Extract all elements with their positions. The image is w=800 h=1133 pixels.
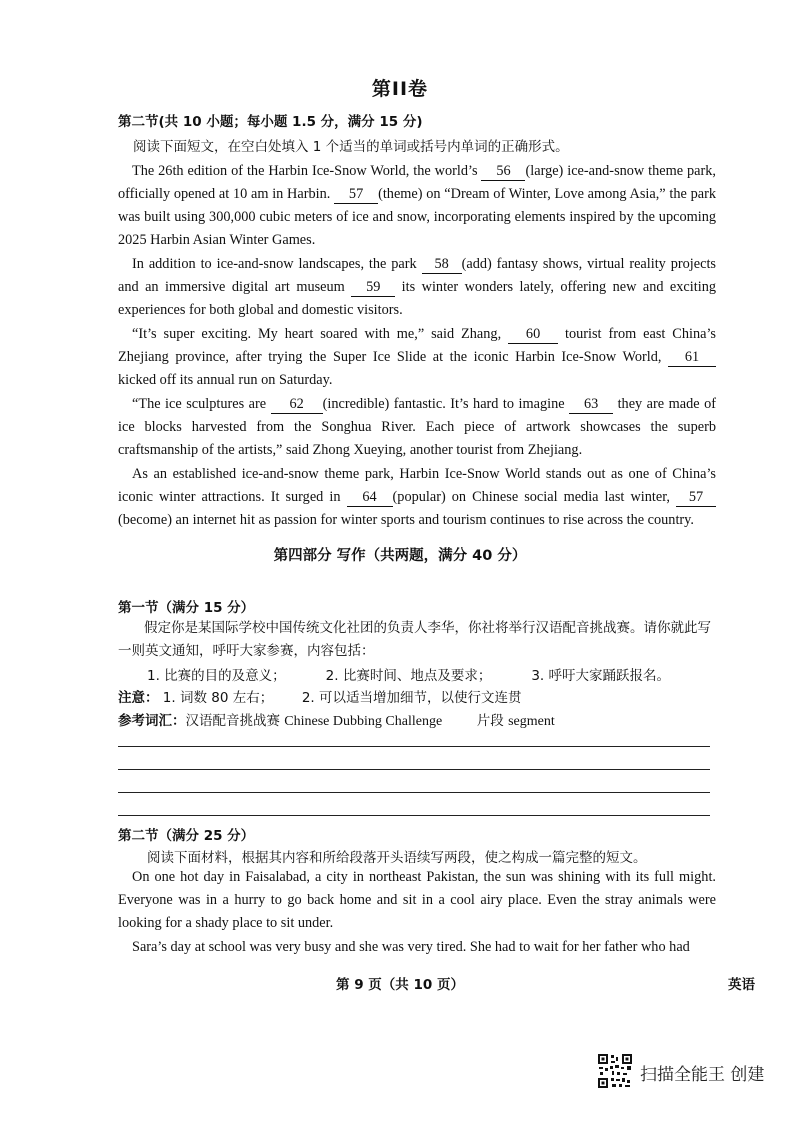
continuation-paragraph-2: Sara’s day at school was very busy and she was very tired. She had to wait for her father who had	[132, 939, 690, 955]
vocab-1-en: Chinese Dubbing Challenge	[284, 714, 443, 729]
answer-line-1[interactable]	[118, 746, 710, 747]
answer-line-4[interactable]	[118, 815, 710, 816]
writing-requirements	[147, 664, 727, 684]
requirement-2: 2. 比赛时间、地点及要求；	[325, 668, 492, 684]
requirement-1: 1. 比赛的目的及意义；	[147, 668, 286, 684]
passage-paragraph-4: “The ice sculptures are 62 (incredible) fantastic. It’s hard to imagine 63 they are made of ice blocks harvested from the Songhua River. Each piece of artwork showcases the superb craftsmanship of the artists,” said Zhong Xueying, another tourist from Zhejiang.	[118, 396, 716, 458]
subject-label: 英语	[728, 977, 755, 993]
blank-59[interactable]: 59	[351, 279, 395, 297]
part4-heading: 第四部分 写作（共两题，满分 40 分）	[273, 548, 527, 564]
note-1: 1. 词数 80 左右；	[162, 690, 274, 706]
vocab-1-cn: 汉语配音挑战赛	[185, 713, 280, 729]
section2-heading: 第二节(共 10 小题；每小题 1.5 分，满分 15 分)	[118, 114, 423, 130]
blank-61[interactable]: 61	[668, 349, 716, 367]
answer-line-3[interactable]	[118, 792, 710, 793]
cloze-passage	[118, 160, 716, 532]
continuation-paragraph-1: On one hot day in Faisalabad, a city in northeast Pakistan, the sun was shining with its full might. Everyone was in a hurry to go back home and sit in a cool airy place. Even the stray animals were looking for a shady place to sit under.	[118, 869, 716, 931]
continuation-passage	[118, 866, 716, 959]
requirement-3: 3. 呼吁大家踊跃报名。	[531, 668, 671, 684]
blank-62[interactable]: 62	[271, 396, 323, 414]
blank-65[interactable]: 57	[676, 489, 716, 507]
blank-56[interactable]: 56	[481, 163, 525, 181]
writing-sec1-heading: 第一节（满分 15 分）	[118, 600, 255, 616]
vocab-2-cn: 片段	[476, 713, 504, 729]
blank-58[interactable]: 58	[422, 256, 462, 274]
passage-paragraph-3: “It’s super exciting. My heart soared with me,” said Zhang, 60 tourist from east China’s Zhejiang province, after trying the Super Ice Slide at the iconic Harbin Ice-Snow World, 61 kicked off its annual run on Saturday.	[118, 326, 716, 388]
passage-paragraph-2: In addition to ice-and-snow landscapes, the park 58 (add) fantasy shows, virtual reality projects and an immersive digital art museum 59 its winter wonders lately, offering new and exciting experiences for both global and domestic visitors.	[118, 256, 716, 318]
vocab-2-en: segment	[508, 714, 555, 729]
note-2: 2. 可以适当增加细节，以使行文连贯	[301, 690, 522, 706]
vocab-label: 参考词汇：	[118, 713, 186, 729]
writing-sec2-heading: 第二节（满分 25 分）	[118, 828, 255, 844]
volume-title: 第II卷	[371, 78, 429, 100]
scanner-watermark: 扫描全能王 创建	[640, 1065, 765, 1085]
writing-sec2-prompt: 阅读下面材料，根据其内容和所给段落开头语续写两段，使之构成一篇完整的短文。	[147, 850, 647, 866]
writing-sec1-prompt: 假定你是某国际学校中国传统文化社团的负责人李华，你社将举行汉语配音挑战赛。请你就此写一则英文通知，呼吁大家参赛，内容包括：	[118, 620, 711, 659]
blank-57[interactable]: 57	[334, 186, 378, 204]
passage-paragraph-1: The 26th edition of the Harbin Ice-Snow World, the world’s 56 (large) ice-and-snow theme park, officially opened at 10 am in Harbin. 57 (theme) on “Dream of Winter, Love among Asia,” the park was built using 300,000 cubic meters of ice and snow, incorporating elements inspired by the upcoming 2025 Harbin Asian Winter Games.	[118, 163, 717, 248]
blank-60[interactable]: 60	[508, 326, 558, 344]
qr-code-icon	[597, 1053, 633, 1089]
writing-note	[118, 686, 522, 706]
note-label: 注意：	[118, 690, 159, 706]
blank-64[interactable]: 64	[347, 489, 393, 507]
page-number: 第 9 页（共 10 页）	[336, 977, 464, 993]
blank-63[interactable]: 63	[569, 396, 613, 414]
answer-line-2[interactable]	[118, 769, 710, 770]
passage-paragraph-5: As an established ice-and-snow theme park, Harbin Ice-Snow World stands out as one of China’s iconic winter attractions. It surged in 64 (popular) on Chinese social media last winter, 57(become) an internet hit as passion for winter sports and tourism continues to rise across the country.	[118, 466, 716, 528]
section2-instruction: 阅读下面短文，在空白处填入 1 个适当的单词或括号内单词的正确形式。	[133, 139, 569, 155]
reference-vocab	[118, 709, 555, 730]
